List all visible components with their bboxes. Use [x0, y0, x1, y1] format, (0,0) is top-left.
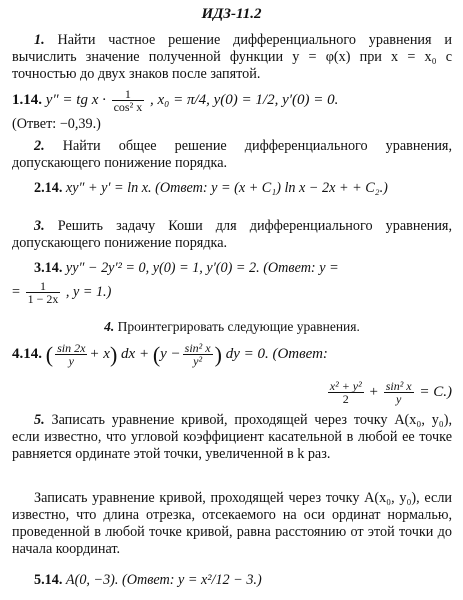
task4-dx: dx + — [121, 345, 150, 362]
task4-term2-fraction — [183, 342, 213, 367]
task1-problem — [12, 88, 452, 113]
task4-a2-num: sin² x — [385, 379, 412, 393]
task1-number: 1. — [34, 32, 45, 48]
task4-ans-fraction2 — [384, 380, 414, 405]
task4-text: Проинтегрировать следующие уравнения. — [117, 319, 360, 334]
task3-equation: yy″ − 2y′² = 0, y(0) = 1, y′(0) = 2. — [65, 260, 260, 276]
task4-answer — [12, 380, 452, 405]
task4-dy: dy = 0. — [225, 345, 269, 362]
task4-a2-den: y — [395, 392, 402, 406]
task3-answer-fraction — [26, 280, 61, 305]
task4-t2-start: y − — [160, 345, 181, 362]
paren-close-icon: ) — [109, 342, 118, 367]
task3-answer — [12, 280, 452, 305]
task1-frac-den: cos² x — [113, 100, 143, 114]
task5-text: Записать уравнение кривой, проходящей через точку A(x₀, y₀), если известно, что угловой коэффициент касательной в любой ее точке равняется ординате этой точки, увеличенной в k раз. — [12, 412, 453, 462]
paren-close-icon: ) — [214, 342, 222, 367]
task3-number: 3. — [34, 218, 45, 234]
task3-problem — [12, 260, 452, 277]
task5-statement-2: Записать уравнение кривой, проходящей через точку A(x₀, y₀), если известно, что длина отрезка, отсекаемого на оси ординат нормалью, проведенной в любой точке кривой, равна расстоянию от этой точки до начала координат. — [12, 490, 452, 557]
task2-answer: y = (x + C₁) ln x − 2x + + C₂.) — [211, 180, 388, 196]
paren-open-icon: ( — [152, 342, 161, 367]
task4-t1-num: sin 2x — [57, 341, 86, 355]
task3-answer-label: (Ответ: — [263, 260, 316, 276]
task4-t2-num: sin² x — [184, 341, 211, 355]
task4-problem — [12, 342, 452, 367]
task1-text: Найти частное решение дифференциального уравнения и вычислить значение полученной функции y = φ(x) при x = x₀ с точностью до двух знаков после запятой. — [12, 32, 452, 82]
task2-equation: xy″ + y′ = ln x. — [65, 180, 152, 196]
task1-frac-num: 1 — [112, 88, 145, 101]
task1-problem-number: 1.14. — [12, 91, 42, 108]
task5-number: 5. — [34, 412, 45, 428]
task2-answer-label: (Ответ: — [155, 180, 208, 196]
task3-problem-number: 3.14. — [34, 260, 63, 276]
task1-statement — [12, 32, 452, 83]
task4-a1-num: x² + y² — [329, 379, 362, 393]
task4-a1-den: 2 — [342, 392, 349, 406]
paren-open-icon: ( — [45, 342, 54, 367]
task3-frac-num: 1 — [26, 280, 61, 293]
task3-answer-end: , y = 1.) — [65, 283, 112, 300]
task3-answer-start: y = — [319, 260, 339, 276]
task4-answer-label: (Ответ: — [272, 345, 328, 362]
task5-problem-number: 5.14. — [34, 572, 63, 588]
task4-answer-end: = C.) — [419, 383, 452, 400]
task4-t1-den: y — [68, 354, 74, 368]
task4-ans-fraction1 — [328, 380, 364, 405]
task4-t2-den: y² — [193, 354, 203, 368]
task5-problem — [12, 572, 452, 589]
task1-conditions: , x₀ = π/4, y(0) = 1/2, y′(0) = 0. — [149, 91, 339, 108]
task2-problem — [12, 180, 452, 197]
task3-statement — [12, 218, 452, 252]
task1-lhs: y″ = tg x · — [45, 91, 106, 108]
task4-statement — [12, 318, 452, 335]
task4-term1-fraction — [55, 342, 87, 367]
task1-fraction — [112, 88, 145, 113]
task3-answer-eq: = — [12, 283, 21, 300]
task4-plus: + — [369, 383, 378, 400]
task3-text: Решить задачу Коши для дифференциального уравнения, допускающего понижение порядка. — [12, 218, 453, 251]
task5-answer: (Ответ: y = x²/12 − 3.) — [122, 572, 262, 588]
task2-text: Найти общее решение дифференциального уравнения, допускающего понижение порядка. — [12, 138, 452, 171]
task3-frac-den: 1 − 2x — [27, 292, 59, 306]
task4-problem-number: 4.14. — [12, 345, 42, 362]
task1-answer: (Ответ: −0,39.) — [12, 116, 101, 132]
task2-number: 2. — [34, 138, 45, 154]
task4-number: 4. — [104, 319, 115, 334]
page-title: ИДЗ-11.2 — [201, 6, 262, 22]
task5-statement — [12, 412, 452, 463]
task2-problem-number: 2.14. — [34, 180, 63, 196]
task5-point: A(0, −3). — [65, 572, 119, 588]
task4-t1-rest: + x — [89, 345, 110, 362]
task2-statement — [12, 138, 452, 172]
